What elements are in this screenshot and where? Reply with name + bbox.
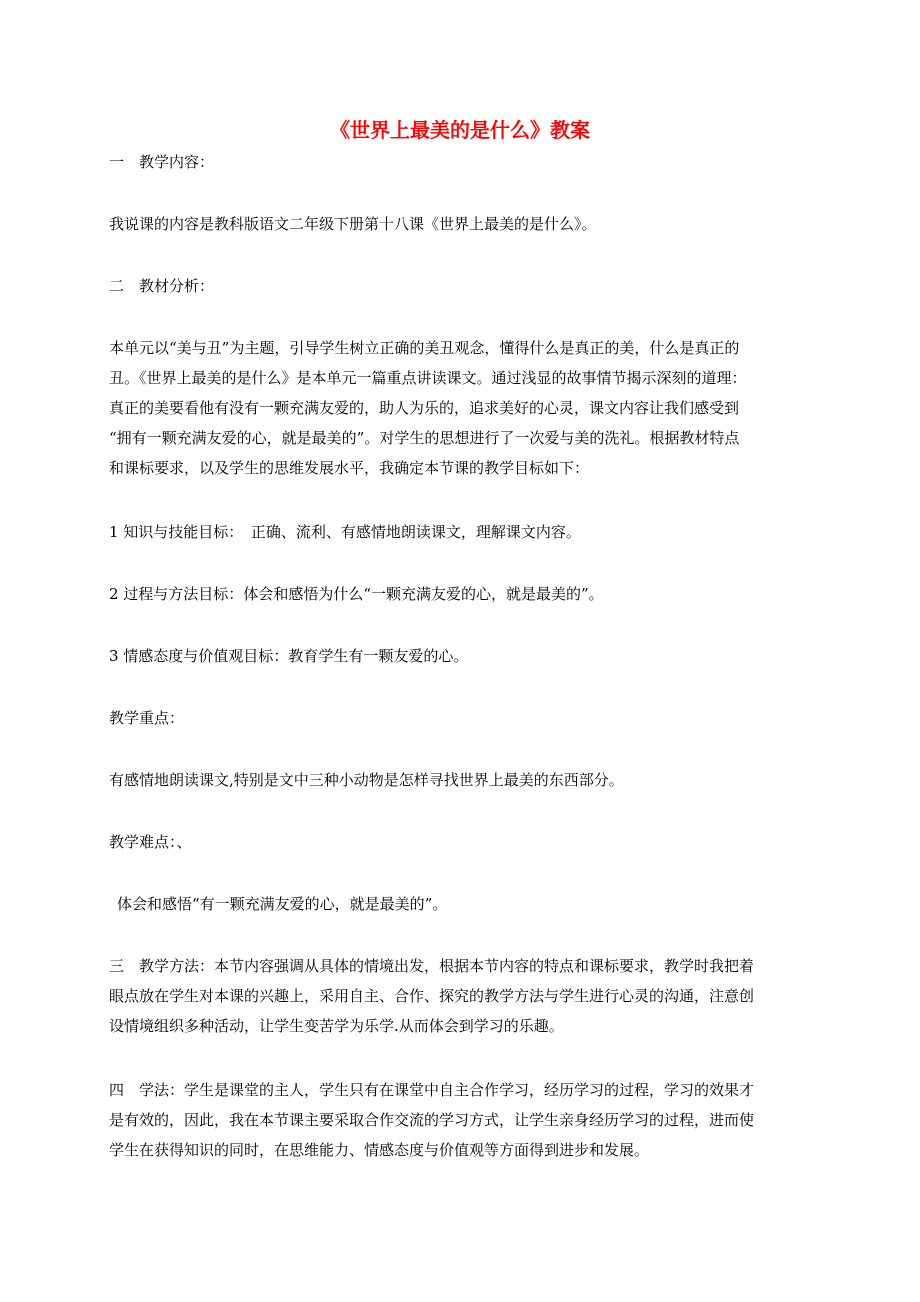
section3-line: 三 教学方法：本节内容强调从具体的情境出发，根据本节内容的特点和课标要求，教学时我把着: [109, 957, 755, 975]
goal-knowledge-skills: 1 知识与技能目标： 正确、流利、有感情地朗读课文，理解课文内容。: [109, 523, 581, 541]
goal-emotion-values: 3 情感态度与价值观目标：教育学生有一颗友爱的心。: [109, 647, 469, 665]
section1-heading: 一 教学内容：: [109, 153, 215, 171]
section2-line: 丑。《世界上最美的是什么》是本单元一篇重点讲读课文。通过浅显的故事情节揭示深刻的道理：: [109, 369, 747, 387]
section2-heading: 二 教材分析：: [109, 277, 215, 295]
section3-paragraph: [109, 951, 811, 1041]
section4-line: 四 学法：学生是课堂的主人，学生只有在课堂中自主合作学习，经历学习的过程，学习的效果才: [109, 1081, 755, 1099]
difficulty-text: 体会和感悟“有一颗充满友爱的心，就是最美的”。: [117, 895, 448, 913]
section1-text: 我说课的内容是教科版语文二年级下册第十八课《世界上最美的是什么》。: [109, 215, 597, 233]
section2-paragraph: [109, 333, 811, 483]
section3-line: 眼点放在学生对本课的兴趣上，采用自主、合作、探究的教学方法与学生进行心灵的沟通，注意创: [109, 987, 755, 1005]
key-point-heading: 教学重点：: [109, 709, 185, 727]
key-point-text: 有感情地朗读课文,特别是文中三种小动物是怎样寻找世界上最美的东西部分。: [109, 771, 624, 789]
goal-process-method: 2 过程与方法目标：体会和感悟为什么“一颗充满友爱的心，就是最美的”。: [109, 585, 604, 603]
section4-line: 学生在获得知识的同时，在思维能力、情感态度与价值观等方面得到进步和发展。: [109, 1141, 650, 1159]
document-title: 《世界上最美的是什么》教案: [330, 118, 590, 142]
section2-line: 本单元以“美与丑”为主题，引导学生树立正确的美丑观念，懂得什么是真正的美，什么是真正的: [109, 339, 740, 357]
section4-paragraph: [109, 1075, 811, 1165]
difficulty-heading: 教学难点：、: [109, 833, 192, 851]
section2-line: 真正的美要看他有没有一颗充满友爱的，助人为乐的，追求美好的心灵，课文内容让我们感受到: [109, 399, 740, 417]
section4-line: 是有效的，因此，我在本节课主要采取合作交流的学习方式，让学生亲身经历学习的过程，进而使: [109, 1111, 755, 1129]
section2-line: 和课标要求，以及学生的思维发展水平，我确定本节课的教学目标如下：: [109, 459, 590, 477]
section2-line: “拥有一颗充满友爱的心，就是最美的”。对学生的思想进行了一次爱与美的洗礼。根据教材特点: [109, 429, 740, 447]
section3-line: 设情境组织多种活动，让学生变苦学为乐学.从而体会到学习的乐趣。: [109, 1017, 564, 1035]
